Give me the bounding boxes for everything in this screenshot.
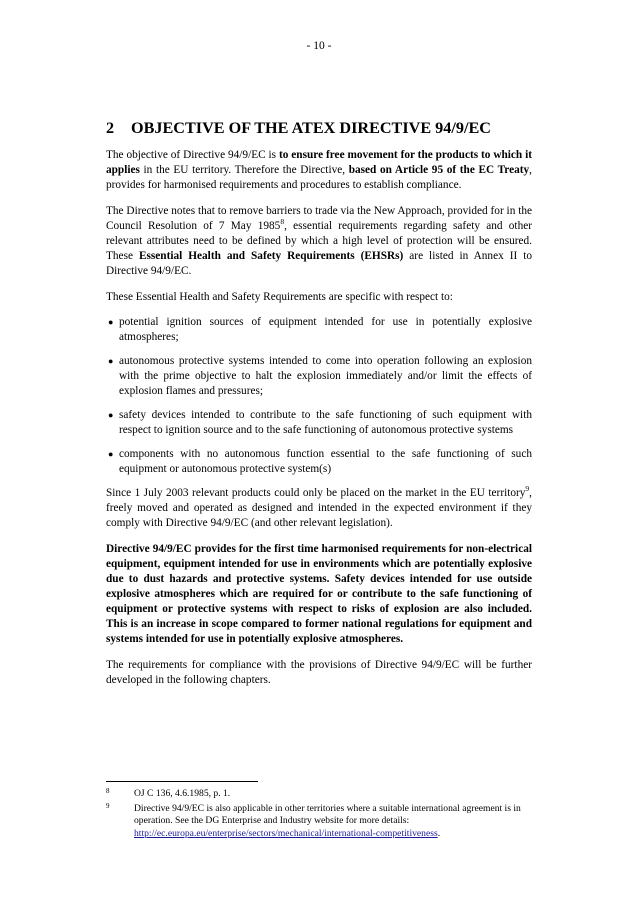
bold-text-run: Directive 94/9/EC provides for the first time harmonised requirements for non-electrical equipment, equipment intended for use in environments which are potentially explosive due to dust hazards and protective systems. Safety devices intended for use outside explosive atmospheres which are required for or contribute to the safe functioning of equipment or protective systems with respect to risks of explosion are also included. This is an increase in scope compared to former national regulations for equipment and systems intended for use in potentially explosive atmospheres. (106, 543, 532, 645)
paragraph-objective (106, 148, 532, 193)
list-item-text: safety devices intended to contribute to the safe functioning of such equipment with respect to ignition source and to the safe functioning of autonomous protective systems (119, 409, 532, 436)
paragraph-further-chapters: The requirements for compliance with the provisions of Directive 94/9/EC will be further developed in the following chapters. (106, 659, 532, 686)
list-item-text: potential ignition sources of equipment intended for use in potentially explosive atmospheres; (119, 316, 532, 343)
list-item-text: autonomous protective systems intended to come into operation following an explosion with the prime objective to halt the explosion immediately and/or limit the effects of explosion flames and pressures; (119, 355, 532, 397)
section-number: 2 (106, 119, 115, 137)
page-number: - 10 - (306, 40, 332, 52)
paragraph-ehsr-intro: These Essential Health and Safety Requirements are specific with respect to: (106, 291, 453, 303)
bullet-icon: ● (108, 317, 114, 327)
list-item (106, 447, 532, 477)
footnote-9 (106, 803, 532, 841)
text-run: , freely moved and operated as designed and intended in the expected environment if they comply with Directive 94/9/EC (and other relevant legislation). (106, 487, 532, 529)
bullet-icon: ● (108, 410, 114, 420)
footnotes (106, 788, 532, 842)
list-item (106, 354, 532, 399)
text-run: in the EU territory. Therefore the Directive, (139, 164, 349, 176)
requirements-list (106, 315, 532, 477)
footnote-mark: 8 (106, 787, 110, 795)
bold-text-run: to ensure free movement for the products to which it applies (106, 149, 532, 176)
section-title: OBJECTIVE OF THE ATEX DIRECTIVE 94/9/EC (131, 119, 491, 137)
bullet-icon: ● (108, 356, 114, 366)
text-run: The objective of Directive 94/9/EC is (106, 149, 279, 161)
paragraph-new-approach (106, 204, 532, 279)
main-content (106, 118, 532, 699)
footnote-ref-9: 9 (525, 484, 530, 494)
section-heading (106, 118, 532, 138)
paragraph-scope (106, 542, 532, 647)
text-run: Since 1 July 2003 relevant products could only be placed on the market in the EU territory (106, 487, 526, 499)
footnote-separator (106, 781, 258, 782)
dg-enterprise-link[interactable]: http://ec.europa.eu/enterprise/sectors/mechanical/international-competitiveness (134, 827, 438, 839)
list-item (106, 408, 532, 438)
bold-text-run: Essential Health and Safety Requirements (EHSRs) (138, 250, 404, 262)
text-run: , provides for harmonised requirements and procedures to establish compliance. (106, 164, 532, 191)
footnote-text: OJ C 136, 4.6.1985, p. 1. (134, 788, 231, 799)
footnote-ref-8: 8 (280, 217, 285, 227)
text-run: , essential requirements regarding safety and other relevant attributes need to be defined by which a high level of protection will be ensured. These (106, 220, 532, 262)
text-run: The Directive notes that to remove barriers to trade via the New Approach, provided for in the Council Resolution of 7 May 1985 (106, 205, 532, 232)
bullet-icon: ● (108, 449, 114, 459)
footnote-mark: 9 (106, 801, 110, 810)
bold-text-run: based on Article 95 of the EC Treaty (348, 164, 530, 176)
list-item (106, 315, 532, 345)
footnote-8 (106, 788, 532, 801)
footnote-text: . (437, 827, 441, 839)
text-run: are listed in Annex II to Directive 94/9/EC. (106, 250, 532, 277)
list-item-text: components with no autonomous function essential to the safe functioning of such equipment or autonomous protective system(s) (119, 448, 532, 475)
footnote-text: Directive 94/9/EC is also applicable in other territories where a suitable international agreement is in operation. See the DG Enterprise and Industry website for more details: (134, 802, 521, 826)
paragraph-market-date (106, 486, 532, 531)
